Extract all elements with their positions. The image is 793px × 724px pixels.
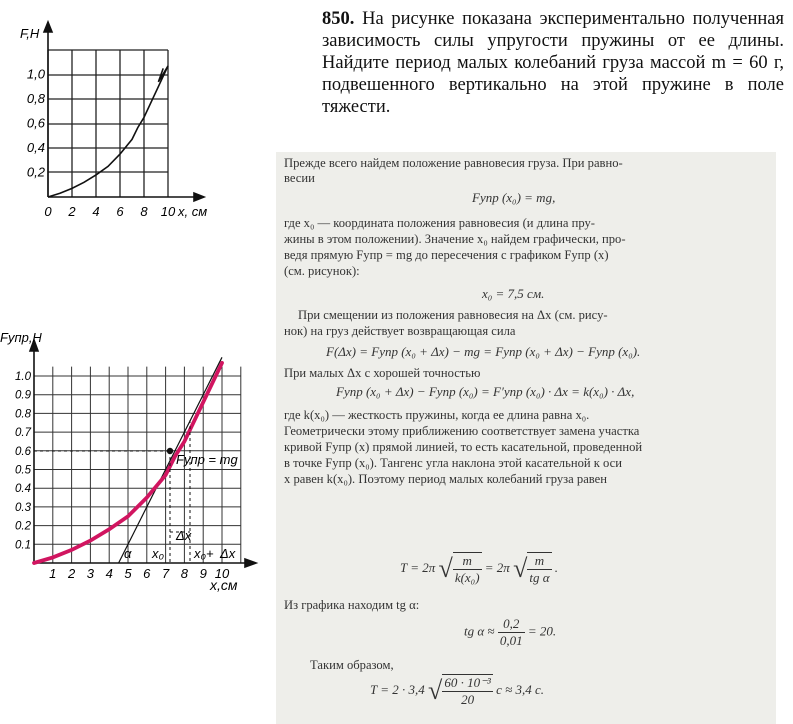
graph1-xtick-label: 8 (140, 204, 148, 219)
period-lhs: T = 2π (400, 559, 436, 575)
graph-1 (0, 0, 250, 230)
period-denominator-1: k(x₀) (454, 570, 480, 585)
solution-line: Из графика находим tg α: (284, 598, 420, 612)
graph1-xtick-label: 4 (92, 204, 100, 219)
period-denominator-2: tg α (529, 570, 550, 585)
graph2-xtick-label: 6 (143, 566, 151, 581)
graph2-ytick-label: 0.5 (15, 464, 31, 477)
solution-line: весии (284, 171, 315, 185)
graph2-dashed-guides (34, 420, 190, 563)
solution-line: При малых Δx с хорошей точностью (284, 366, 481, 380)
graph2-dx-label-2: Δx (220, 546, 236, 561)
final-lhs: T = 2 · 3,4 (370, 681, 425, 697)
graph2-force-annotation: Fупр = mg (176, 452, 238, 467)
equation-x0: x₀ = 7,5 см. (482, 286, 545, 301)
graph1-curve (48, 66, 168, 197)
tangent-lhs: tg α ≈ (464, 623, 495, 639)
graph1-yticks (27, 67, 46, 180)
graph2-ytick-label: 0.3 (15, 501, 31, 514)
graph2-x0-label: x₀ (152, 546, 164, 561)
graph1-grid (48, 50, 168, 197)
graph2-ylabel: Fупр,Н (0, 330, 42, 345)
solution-line: где x₀ — координата положения равновесия (и длина пру- (284, 216, 595, 230)
graph1-ytick-label: 0,4 (26, 140, 45, 155)
solution-line: кривой Fупр (x) прямой линией, то есть касательной, проведенной (284, 440, 643, 454)
solution-line: Таким образом, (310, 658, 394, 672)
graph2-xtick-label: 10 (214, 566, 230, 581)
graph2-xtick-label: 8 (180, 566, 189, 581)
final-denominator: 20 (461, 692, 475, 707)
tangent-denominator: 0,01 (499, 633, 523, 648)
period-numerator-2: m (527, 553, 551, 570)
period-mid: = 2π (484, 559, 510, 575)
solution-line: в точке Fупр (x₀). Тангенс угла наклона этой касательной к оси (284, 456, 622, 470)
graph2-xlabel: x,см (210, 577, 238, 593)
tangent-numerator: 0,2 (498, 616, 525, 633)
solution-line: (см. рисунок): (284, 264, 360, 278)
graph1-ylabel: F,Н (20, 26, 40, 41)
graph1-axes (44, 22, 204, 201)
equation-restoring-force: F(Δx) = Fупр (x₀ + Δx) − mg = Fупр (x₀ + Δx) − Fупр (x₀). (326, 344, 641, 359)
graph2-ytick-label: 0.6 (15, 445, 31, 458)
graph-2 (0, 320, 262, 610)
graph2-xtick-label: 7 (161, 566, 170, 581)
graph1-xlabel: x, см (178, 204, 208, 219)
graph1-ytick-label: 0,6 (26, 115, 45, 131)
graph2-equilibrium-point (167, 448, 173, 454)
graph2-ytick-label: 0.9 (15, 389, 31, 402)
final-rhs: с ≈ 3,4 с. (496, 681, 545, 697)
equation-final: T = 2 · 3,4 √ $\frac{\text{60 · 10⁻³}}{20}$ с ≈ 3,4 с. (370, 675, 545, 707)
problem-statement (322, 8, 784, 118)
solution-line: жины в этом положении). Значение x₀ найдем графически, про- (284, 232, 626, 246)
graph2-xtick-label: 2 (67, 566, 76, 581)
graph2-ytick-label: 0.8 (15, 408, 31, 421)
graph1-xtick-label: 6 (116, 204, 124, 219)
graph2-xticks (49, 566, 230, 581)
solution-line: При смещении из положения равновесия на Δx (см. рису- (298, 308, 608, 322)
graph2-xtick-label: 1 (49, 566, 57, 581)
graph2-dx-label-1: Δx (176, 528, 192, 543)
graph2-ytick-label: 1.0 (15, 371, 31, 383)
graph2-xtick-label: 5 (124, 566, 132, 581)
graph2-xtick-label: 3 (86, 566, 95, 581)
graph1-xtick-label: 10 (160, 204, 176, 219)
graph2-xtick-label: 9 (199, 566, 207, 581)
solution-block (276, 152, 776, 724)
period-end: . (554, 559, 559, 575)
problem-number: 850. (322, 9, 355, 29)
graph1-ytick-label: 1,0 (26, 66, 45, 82)
graph1-ytick-label: 0,2 (26, 164, 45, 180)
equation-period: T = 2π √ $\frac{m}{\text{k(x₀)}}$ = 2π √ $\frac{m}{\text{tg α}}$ . (400, 553, 559, 585)
graph1-xtick-label: 2 (68, 204, 76, 219)
solution-line: Прежде всего найдем положение равновесия груза. При равно- (284, 156, 623, 170)
solution-line: x равен k(x₀). Поэтому период малых колебаний груза равен (284, 472, 607, 486)
equation-equilibrium: Fупр (x₀) = mg, (472, 190, 556, 205)
tangent-rhs: = 20. (527, 623, 557, 639)
equation-linearization: Fупр (x₀ + Δx) − Fупр (x₀) = F′упр (x₀) · Δx = k(x₀) · Δx, (336, 384, 635, 399)
final-numerator: 60 · 10⁻³ (444, 675, 491, 690)
problem-text: На рисунке показана экспериментально полученная зависимость силы упругости пружины от ее длины. Найдите период малых колебаний груза массой m = 60 г, подвешенного вертикально на этой пружине в поле тяжести. (322, 9, 785, 117)
solution-line: ведя прямую Fупр = mg до пересечения с графиком Fупр (x) (284, 248, 609, 262)
solution-line: где k(x₀) — жесткость пружины, когда ее длина равна x₀. (284, 408, 590, 422)
solution-line: Геометрически этому приближению соответствует замена участка (284, 424, 640, 438)
graph1-xticks (44, 204, 176, 219)
solution-line: нок) на груз действует возвращающая сила (284, 324, 516, 338)
graph1-ytick-label: 0,8 (26, 91, 45, 106)
graph2-xtick-label: 4 (105, 566, 113, 581)
graph1-xtick-label: 0 (44, 204, 52, 219)
period-numerator-1: m (453, 553, 482, 570)
graph2-ytick-label: 0.1 (15, 539, 31, 552)
graph2-yticks (15, 371, 32, 551)
graph2-ytick-label: 0.2 (15, 520, 31, 533)
graph2-ytick-label: 0.7 (15, 427, 31, 440)
graph2-alpha-label: α (124, 546, 132, 561)
graph2-x0dx-label: x₀+ (194, 546, 214, 561)
equation-tangent (464, 616, 556, 649)
graph2-ytick-label: 0.4 (15, 483, 31, 496)
